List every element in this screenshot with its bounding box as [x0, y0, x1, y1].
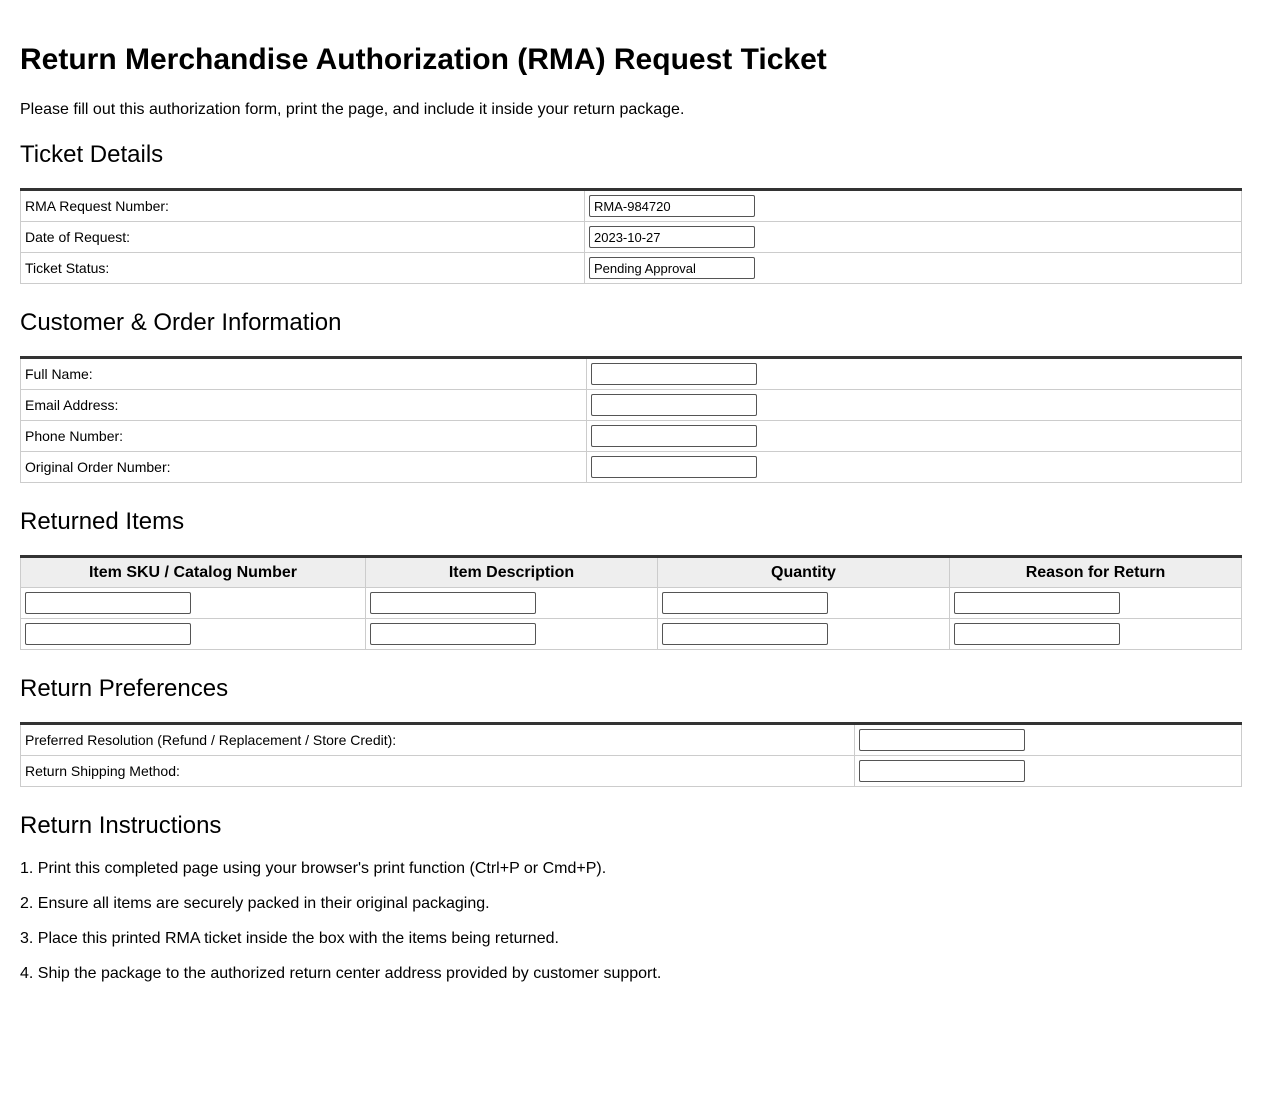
- item-sku-cell: [21, 619, 366, 650]
- instructions-list: [20, 859, 1242, 984]
- return-instructions-heading: Return Instructions: [20, 812, 222, 839]
- table-row: [21, 190, 1242, 222]
- rma-number-label: RMA Request Number:: [21, 190, 585, 222]
- instruction-step: 3. Place this printed RMA ticket inside the box with the items being returned.: [20, 930, 559, 947]
- ticket-status-field[interactable]: [589, 257, 755, 279]
- full-name-cell: [587, 358, 1242, 390]
- item-reason-field[interactable]: [954, 623, 1120, 645]
- item-quantity-cell: [658, 619, 950, 650]
- customer-info-table: [20, 356, 1242, 483]
- table-row: [21, 724, 1242, 756]
- item-quantity-field[interactable]: [662, 623, 828, 645]
- full-name-field[interactable]: [591, 363, 757, 385]
- email-cell: [587, 390, 1242, 421]
- table-row: [21, 222, 1242, 253]
- shipping-method-label: Return Shipping Method:: [21, 756, 855, 787]
- item-quantity-field[interactable]: [662, 592, 828, 614]
- phone-label: Phone Number:: [21, 421, 587, 452]
- ticket-status-label: Ticket Status:: [21, 253, 585, 284]
- column-header-sku: Item SKU / Catalog Number: [21, 557, 366, 588]
- column-header-quantity: Quantity: [658, 557, 950, 588]
- returned-items-heading: Returned Items: [20, 508, 185, 535]
- column-header-reason: Reason for Return: [950, 557, 1242, 588]
- table-row: [21, 588, 1242, 619]
- preferred-resolution-cell: [855, 724, 1242, 756]
- item-reason-cell: [950, 588, 1242, 619]
- intro-text: Please fill out this authorization form, print the page, and include it inside your return package.: [20, 101, 685, 118]
- phone-cell: [587, 421, 1242, 452]
- table-row: [21, 253, 1242, 284]
- preferred-resolution-label: Preferred Resolution (Refund / Replacement / Store Credit):: [21, 724, 855, 756]
- table-row: [21, 619, 1242, 650]
- order-number-label: Original Order Number:: [21, 452, 587, 483]
- table-row: [21, 358, 1242, 390]
- shipping-method-field[interactable]: [859, 760, 1025, 782]
- table-row: [21, 452, 1242, 483]
- ticket-details-heading: Ticket Details: [20, 141, 164, 168]
- item-sku-field[interactable]: [25, 623, 191, 645]
- instruction-step: 2. Ensure all items are securely packed in their original packaging.: [20, 895, 490, 912]
- table-header-row: [21, 557, 1242, 588]
- table-row: [21, 421, 1242, 452]
- rma-number-cell: [585, 190, 1242, 222]
- item-reason-field[interactable]: [954, 592, 1120, 614]
- item-sku-field[interactable]: [25, 592, 191, 614]
- item-quantity-cell: [658, 588, 950, 619]
- table-row: [21, 390, 1242, 421]
- full-name-label: Full Name:: [21, 358, 587, 390]
- instruction-step: 1. Print this completed page using your browser's print function (Ctrl+P or Cmd+P).: [20, 860, 607, 877]
- page-title: Return Merchandise Authorization (RMA) Request Ticket: [20, 43, 827, 76]
- email-label: Email Address:: [21, 390, 587, 421]
- item-reason-cell: [950, 619, 1242, 650]
- returned-items-table: [20, 555, 1242, 650]
- email-field[interactable]: [591, 394, 757, 416]
- item-description-cell: [366, 588, 658, 619]
- item-description-field[interactable]: [370, 623, 536, 645]
- item-description-field[interactable]: [370, 592, 536, 614]
- return-preferences-table: [20, 722, 1242, 787]
- instruction-step: 4. Ship the package to the authorized return center address provided by customer support.: [20, 965, 662, 982]
- request-date-field[interactable]: [589, 226, 755, 248]
- request-date-cell: [585, 222, 1242, 253]
- customer-info-heading: Customer & Order Information: [20, 309, 342, 336]
- ticket-details-table: [20, 188, 1242, 284]
- item-description-cell: [366, 619, 658, 650]
- order-number-field[interactable]: [591, 456, 757, 478]
- order-number-cell: [587, 452, 1242, 483]
- shipping-method-cell: [855, 756, 1242, 787]
- rma-number-field[interactable]: [589, 195, 755, 217]
- preferred-resolution-field[interactable]: [859, 729, 1025, 751]
- ticket-status-cell: [585, 253, 1242, 284]
- table-row: [21, 756, 1242, 787]
- column-header-description: Item Description: [366, 557, 658, 588]
- request-date-label: Date of Request:: [21, 222, 585, 253]
- return-preferences-heading: Return Preferences: [20, 675, 229, 702]
- phone-field[interactable]: [591, 425, 757, 447]
- item-sku-cell: [21, 588, 366, 619]
